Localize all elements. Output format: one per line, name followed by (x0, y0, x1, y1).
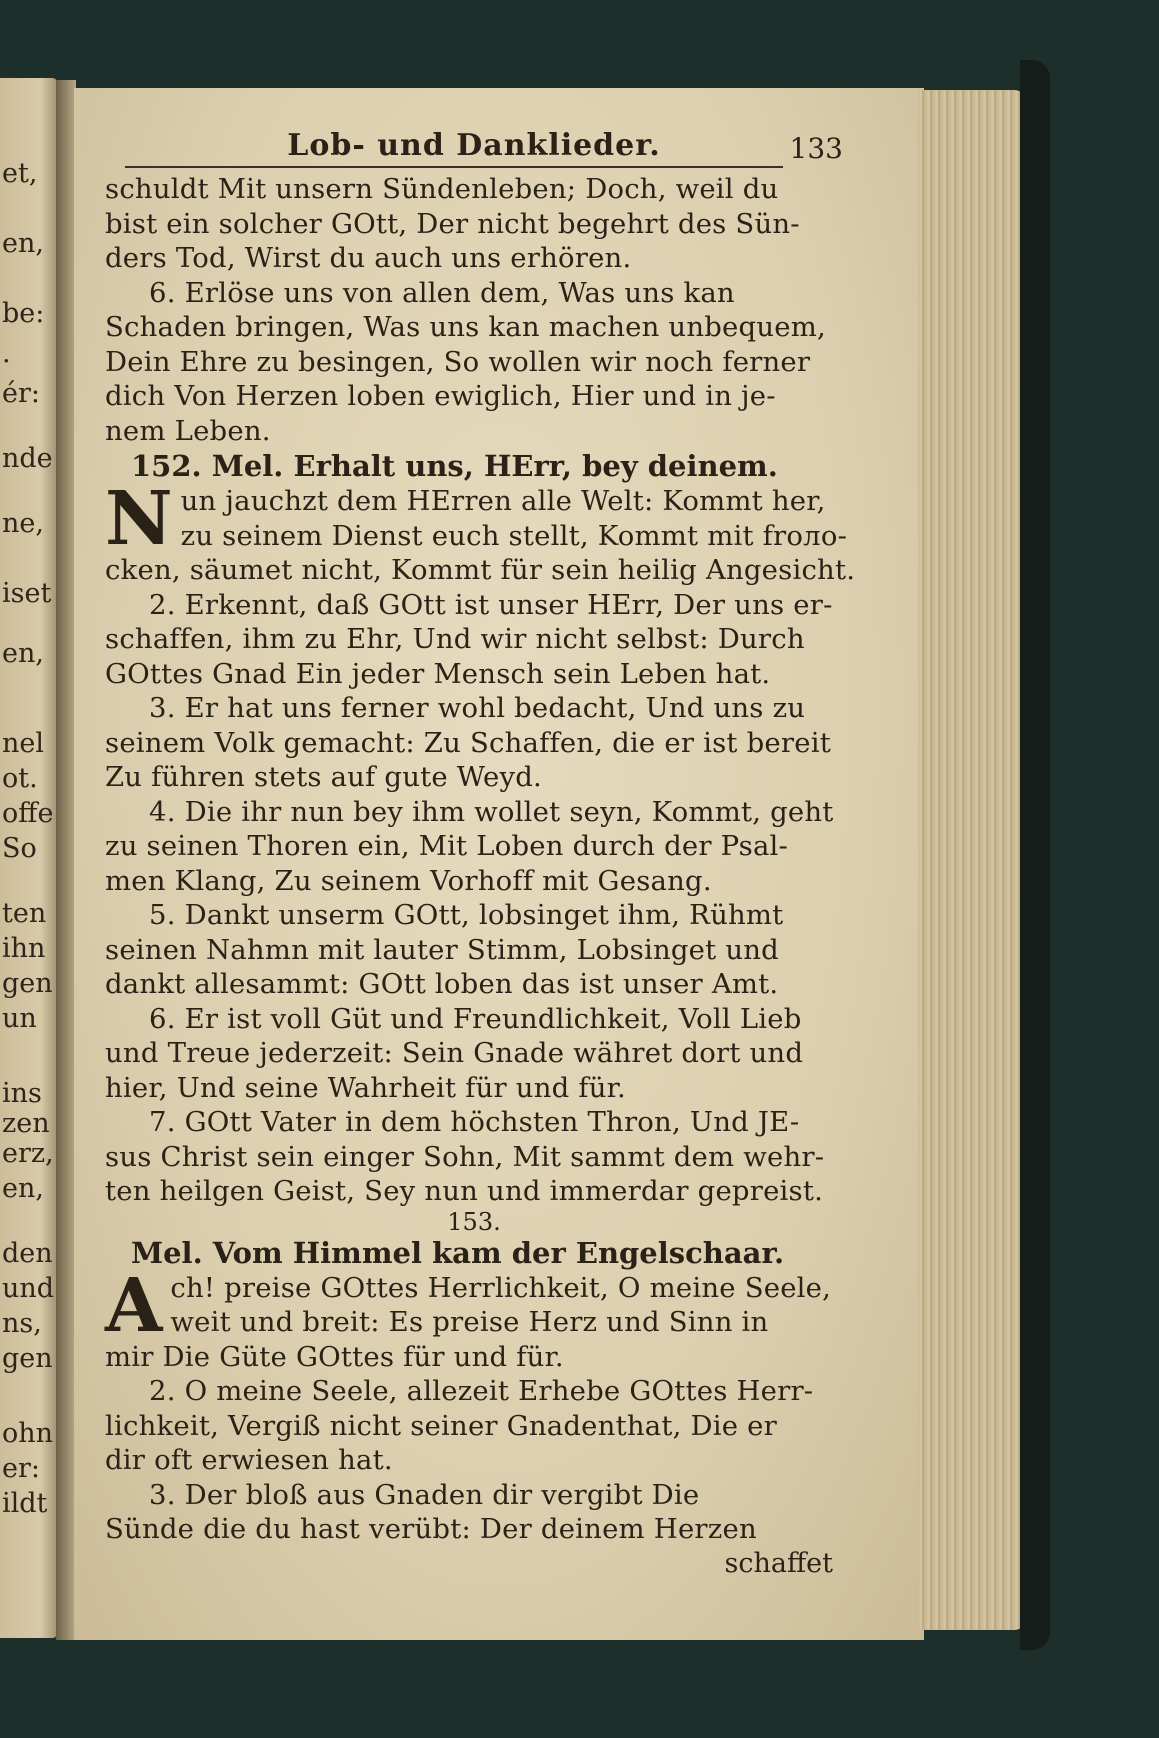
left-page-fragment: iset (2, 578, 52, 609)
text-line: seinen Nahmn mit lauter Stimm, Lobsinget und (105, 933, 779, 966)
left-page-fragment: ot. (2, 763, 38, 794)
text-line: weit und breit: Es preise Herz und Sinn in (170, 1306, 769, 1338)
hymn-153-number: 153. (447, 1207, 501, 1236)
left-page-fragment: offe (2, 798, 54, 829)
left-page-fragment: erz, (2, 1138, 54, 1169)
text-line: nem Leben. (105, 414, 271, 447)
text-line: 3. Er hat uns ferner wohl bedacht, Und uns zu (149, 692, 806, 724)
text-line: 6. Erlöse uns von allen dem, Was uns kan (149, 276, 735, 309)
left-page-fragment: ten (2, 898, 47, 929)
left-page-fragment: et, (2, 158, 38, 189)
left-page-fragment: nde (2, 443, 53, 474)
text-line: zu seinem Dienst euch stellt, Kommt mit froло- (180, 519, 848, 552)
text-line: ch! preise GOttes Herrlichkeit, O meine Seele, (170, 1271, 832, 1304)
text-line: cken, säumet nicht, Kommt für sein heilig Angesicht. (105, 554, 856, 586)
text-line: schaffen, ihm zu Ehr, Und wir nicht selbst: Durch (105, 623, 805, 655)
text-line: und Treue jederzeit: Sein Gnade währet dort und (105, 1037, 804, 1069)
text-line: hier, Und seine Wahrheit für und für. (105, 1071, 626, 1104)
text-line: 2. O meine Seele, allezeit Erhebe GOttes Herr- (149, 1375, 814, 1407)
left-page-fragment: den (2, 1238, 53, 1269)
left-page-fragment: en, (2, 638, 44, 669)
drop-cap: N (105, 476, 173, 562)
book-gutter (56, 80, 76, 1640)
text-line: men Klang, Zu seinem Vorhoff mit Gesang. (105, 864, 712, 897)
left-page-fragment: ihn (2, 933, 46, 964)
text-line: ders Tod, Wirst du auch uns erhören. (105, 242, 632, 274)
left-page-fragment: . (2, 338, 11, 369)
text-line: 5. Dankt unserm GOtt, lobsinget ihm, Rühmt (149, 899, 784, 931)
left-page-fragment: und (2, 1273, 55, 1304)
text-line: Zu führen stets auf gute Weyd. (105, 761, 542, 793)
text-line: 4. Die ihr nun bey ihm wollet seyn, Kommt, geht (149, 795, 834, 828)
page-edges (918, 90, 1028, 1630)
left-page-fragment: en, (2, 228, 44, 259)
verse-6 (105, 276, 843, 449)
text-line: dankt allesammt: GOtt loben das ist unser Amt. (105, 968, 779, 1000)
catchword: schaffet (724, 1547, 833, 1579)
left-page-edge (0, 78, 58, 1638)
left-page-fragment: ns, (2, 1308, 42, 1339)
page-text (105, 124, 856, 1581)
text-line: Schaden bringen, Was uns kan machen unbequem, (105, 311, 826, 343)
text-line: GOttes Gnad Ein jeder Mensch sein Leben hat. (105, 657, 771, 690)
text-line: 2. Erkennt, daß GOtt ist unser HErr, Der uns er- (149, 588, 833, 621)
left-page-fragment: nel (2, 728, 45, 759)
text-line: schuldt Mit unsern Sündenleben; Doch, weil du (105, 173, 779, 205)
header-rule (125, 166, 783, 168)
page-number: 133 (789, 132, 843, 165)
left-page-fragment: gen (2, 1343, 53, 1374)
hymn-153-heading: Mel. Vom Himmel kam der Engelschaar. (131, 1235, 785, 1270)
hymn-153-verses (105, 1374, 843, 1547)
text-line: Dein Ehre zu besingen, So wollen wir noch ferner (105, 345, 811, 378)
text-line: bist ein solcher GOtt, Der nicht begehrt des Sün- (105, 207, 800, 240)
left-page-fragment: So (2, 833, 37, 864)
left-page-fragment: ildt (2, 1488, 48, 1519)
left-page-fragment: ins (2, 1078, 42, 1109)
book-cover-edge (1020, 60, 1050, 1650)
page-header (105, 124, 843, 164)
text-line: 6. Er ist voll Güt und Freundlichkeit, Voll Lieb (149, 1002, 802, 1035)
text-line: Sünde die du hast verübt: Der deinem Herzen (105, 1513, 757, 1545)
text-line: un jauchzt dem HErren alle Welt: Kommt her, (180, 485, 826, 517)
text-line: zu seinen Thoren ein, Mit Loben durch der Psal- (105, 830, 789, 862)
left-page-fragment: be: (2, 298, 45, 329)
left-page-fragment: en, (2, 1173, 44, 1204)
left-page-fragment: ohn (2, 1418, 54, 1449)
text-line: seinem Volk gemacht: Zu Schaffen, die er ist bereit (105, 726, 831, 759)
hymn-152-verses (105, 588, 843, 1209)
left-page-fragment: ne, (2, 508, 44, 539)
text-line: ten heilgen Geist, Sey nun und immerdar gepreist. (105, 1175, 824, 1207)
hymn-152-heading: 152. Mel. Erhalt uns, HErr, bey deinem. (131, 449, 778, 483)
continuation-verse (105, 172, 843, 276)
text-line: dich Von Herzen loben ewiglich, Hier und in je- (105, 380, 776, 412)
text-line: 7. GOtt Vater in dem höchsten Thron, Und JE- (149, 1106, 800, 1138)
left-page-fragment: un (2, 1003, 37, 1034)
hymn-152-verse-1 (105, 476, 856, 588)
drop-cap: A (105, 1262, 163, 1349)
text-line: mir Die Güte GOttes für und für. (105, 1340, 564, 1373)
running-head: Lob- und Danklieder. (287, 128, 661, 163)
text-line: dir oft erwiesen hat. (105, 1444, 393, 1476)
hymn-153-verse-1 (105, 1262, 843, 1375)
left-page-fragment: gen (2, 968, 53, 999)
left-page-fragment: ér: (2, 378, 40, 409)
text-line: sus Christ sein einger Sohn, Mit sammt dem wehr- (105, 1140, 825, 1173)
left-page-fragment: er: (2, 1453, 40, 1484)
left-page-fragment: zen (2, 1108, 50, 1139)
text-line: lichkeit, Vergiß nicht seiner Gnadenthat, Die er (105, 1409, 777, 1442)
text-line: 3. Der bloß aus Gnaden dir vergibt Die (149, 1478, 700, 1511)
